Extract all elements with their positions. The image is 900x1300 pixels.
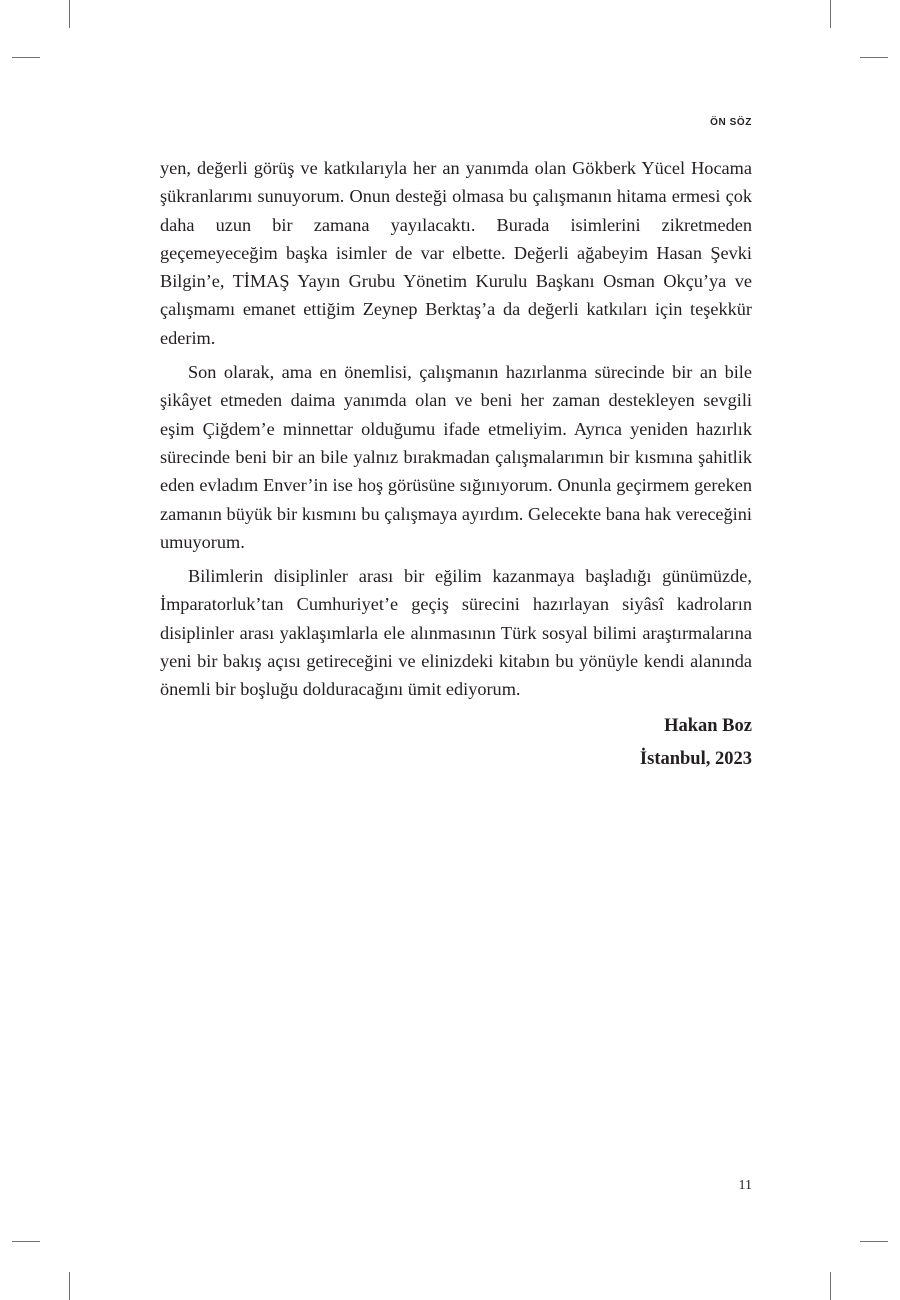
author-name: Hakan Boz <box>664 715 752 736</box>
crop-mark <box>830 0 831 28</box>
page-number: 11 <box>738 1178 752 1193</box>
crop-mark <box>12 57 40 58</box>
signature-block <box>160 710 752 776</box>
running-head: ÖN SÖZ <box>710 117 752 128</box>
body-text <box>160 154 752 776</box>
paragraph: Bilimlerin disiplinler arası bir eğilim kazanmaya başladığı günümüzde, İmparatorluk’tan Cumhuriyet’e geçiş sürecini hazırlayan siyâsî kadroların disiplinler arası yaklaşımlarla ele alınmasının Türk sosyal bilimi araştırmalarına yeni bir bakış açısı getireceğini ve elinizdeki kitabın bu yönüyle kendi alanında önemli bir boşluğu dolduracağını ümit ediyorum. <box>160 566 752 700</box>
paragraph: yen, değerli görüş ve katkılarıyla her an yanımda olan Gökberk Yücel Hocama şükranlarımı sunuyorum. Onun desteği olmasa bu çalışmanın hitama ermesi çok daha uzun bir zamana yayılacaktı. Burada isimlerini zikretmeden geçemeyeceğim başka isimler de var elbette. Değerli ağabeyim Hasan Şevki Bilgin’e, TİMAŞ Yayın Grubu Yönetim Kurulu Başkanı Osman Okçu’ya ve çalışmamı emanet ettiğim Zeynep Berktaş’a da değerli katkıları için teşekkür ederim. <box>160 158 752 348</box>
crop-mark <box>12 1241 40 1242</box>
crop-mark <box>69 0 70 28</box>
crop-mark <box>69 1272 70 1300</box>
place-date: İstanbul, 2023 <box>639 748 752 769</box>
crop-mark <box>860 57 888 58</box>
paragraph: Son olarak, ama en önemlisi, çalışmanın hazırlanma sürecinde bir an bile şikâyet etmeden daima yanımda olan ve beni her zaman destekleyen sevgili eşim Çiğdem’e minnettar olduğumu ifade etmeliyim. Ayrıca yeniden hazırlık sürecinde beni bir an bile yalnız bırakmadan çalışmalarımın bir kısmına şahitlik eden evladım Enver’in ise hoş görüsüne sığınıyorum. Onunla geçirmem gereken zamanın büyük bir kısmını bu çalışmaya ayırdım. Gelecekte bana hak vereceğini umuyorum. <box>160 362 752 552</box>
crop-mark <box>830 1272 831 1300</box>
crop-mark <box>860 1241 888 1242</box>
